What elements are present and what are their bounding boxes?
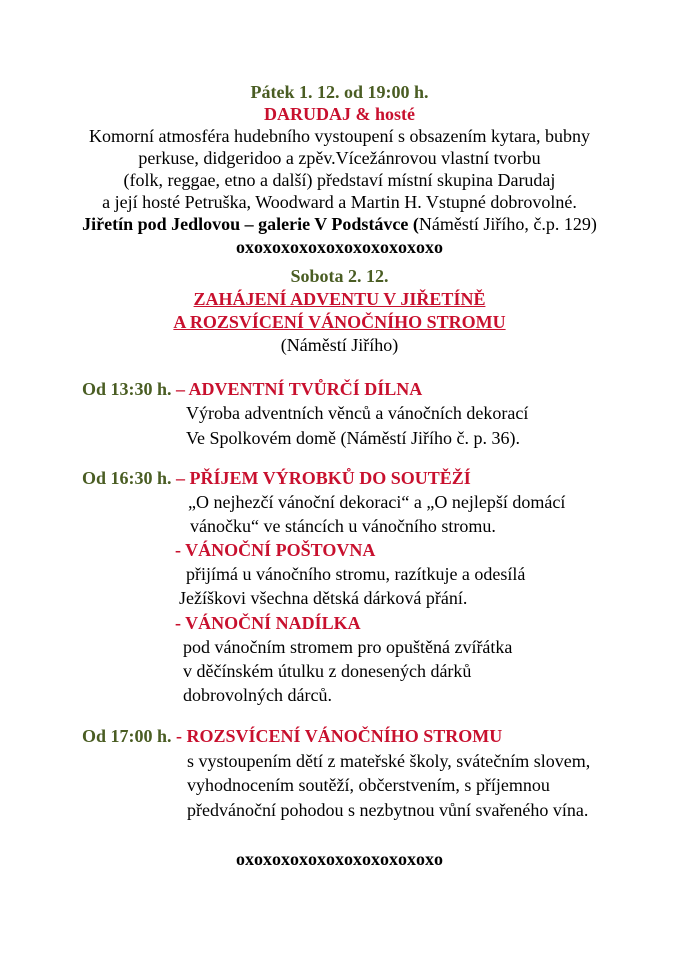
program-line: dobrovolných dárců. [183,685,332,705]
program-line: vánočku“ ve stáncích u vánočního stromu. [190,516,496,536]
program-line: s vystoupením dětí z mateřské školy, svátečním slovem, [187,751,591,771]
event1-desc-line: Komorní atmosféra hudebního vystoupení s obsazením kytara, bubny [89,126,590,146]
event1-desc-line: perkuse, didgeridoo a zpěv.Vícežánrovou vlastní tvorbu [138,148,541,168]
program-title: - ROZSVÍCENÍ VÁNOČNÍHO STROMU [171,726,503,746]
program-time: Od 17:00 h. [82,726,172,746]
program-line: Ježíškovi všechna dětská dárková přání. [179,588,468,608]
event1-date: Pátek 1. 12. od 19:00 h. [250,82,429,102]
event1-venue-name: Jiřetín pod Jedlovou – galerie V Podstávce ( [82,214,419,234]
event1-venue [0,213,679,235]
program-title: – ADVENTNÍ TVŮRČÍ DÍLNA [171,379,423,399]
program-sub-title: - VÁNOČNÍ POŠTOVNA [175,540,376,560]
separator: oxoxoxoxoxoxoxoxoxoxoxo [236,849,443,869]
program-time: Od 16:30 h. [82,468,172,488]
event1-desc-line: a její hosté Petruška, Woodward a Martin H. Vstupné dobrovolné. [102,192,577,212]
program-title: – PŘÍJEM VÝROBKŮ DO SOUTĚŽÍ [171,468,471,488]
program-item-3-heading [82,725,502,747]
program-item-1-heading [82,378,422,400]
separator: oxoxoxoxoxoxoxoxoxoxoxo [236,237,443,257]
event2-date: Sobota 2. 12. [290,266,389,286]
event1-venue-address: Náměstí Jiřího, č.p. 129) [418,214,597,234]
event2-title-line2: A ROZSVÍCENÍ VÁNOČNÍHO STROMU [173,312,506,332]
program-line: vyhodnocením soutěží, občerstvením, s příjemnou [187,775,550,795]
program-line: předvánoční pohodou s nezbytnou vůní svařeného vína. [187,800,589,820]
event2-title-line1: ZAHÁJENÍ ADVENTU V JIŘETÍNĚ [193,289,486,309]
program-line: Výroba adventních věnců a vánočních dekorací [186,403,529,423]
program-line: Ve Spolkovém domě (Náměstí Jiřího č. p. 36). [186,428,520,448]
event2-place: (Náměstí Jiřího) [280,335,399,355]
program-time: Od 13:30 h. [82,379,172,399]
event1-desc-line: (folk, reggae, etno a další) představí místní skupina Darudaj [123,170,556,190]
event1-title: DARUDAJ & hosté [264,104,415,124]
program-sub-title: - VÁNOČNÍ NADÍLKA [175,613,361,633]
program-line: „O nejhezčí vánoční dekoraci“ a „O nejlepší domácí [188,492,566,512]
program-line: v děčínském útulku z donesených dárků [183,661,472,681]
program-line: přijímá u vánočního stromu, razítkuje a odesílá [186,564,526,584]
program-item-2-heading [82,467,471,489]
program-line: pod vánočním stromem pro opuštěná zvířátka [183,637,513,657]
